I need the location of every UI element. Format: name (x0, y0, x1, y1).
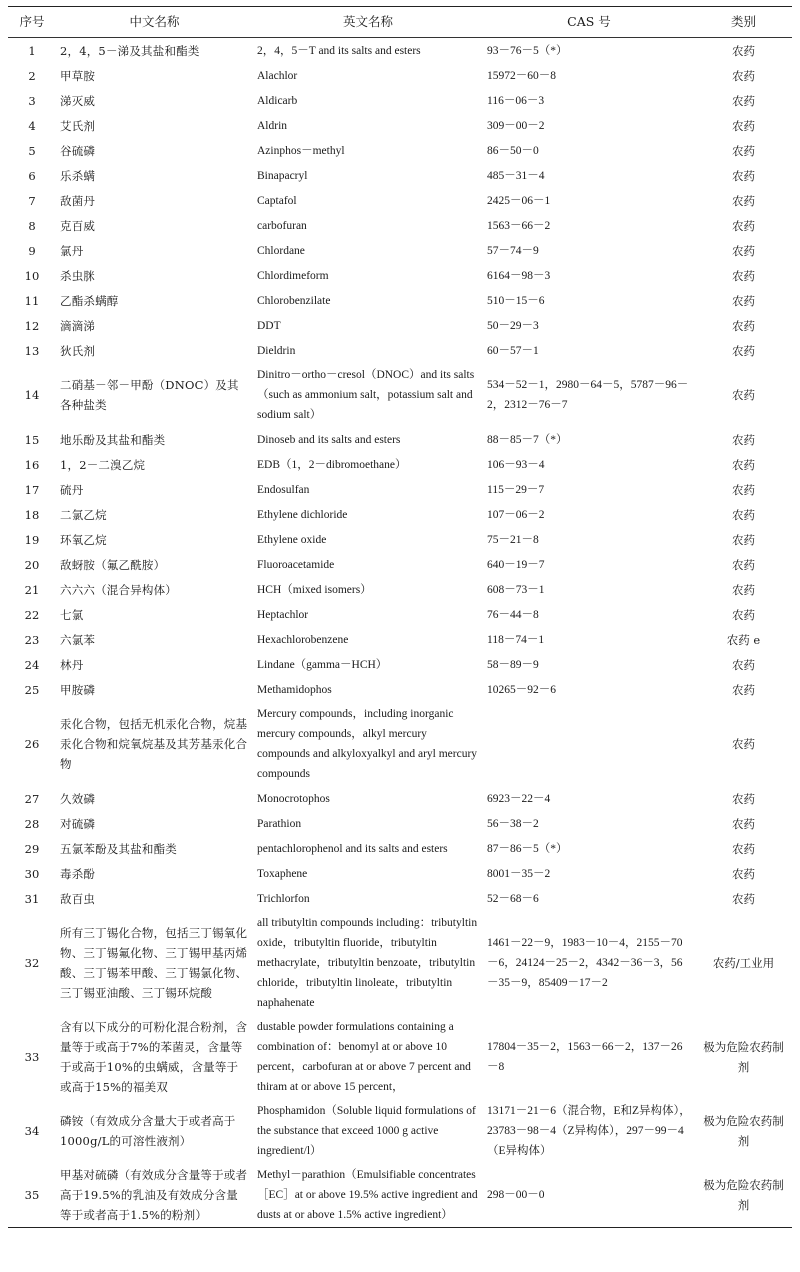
cas-number-cell: 118－74－1 (487, 633, 545, 646)
document-page (8, 6, 792, 1228)
chinese-name-cell: 六六六（混合异构体） (60, 582, 177, 597)
table-row (8, 836, 792, 861)
english-name-cell: Hexachlorobenzene (257, 633, 349, 646)
english-name-cell: all tributyltin compounds including：tributyltin oxide，tributyltin fluoride，tributyltin methacrylate，tributyltin benzoate，tributyltin chloride，tributyltin linoleate，tributyltin naphahenate (257, 917, 478, 1009)
english-name-cell: Azinphos－methyl (257, 144, 345, 157)
serial-number-cell: 18 (24, 507, 40, 522)
chinese-name-cell: 敌菌丹 (60, 193, 96, 208)
category-cell: 农药 (732, 243, 755, 258)
serial-number-cell: 25 (24, 682, 40, 697)
cas-number-cell: 87－86－5（*） (487, 842, 568, 855)
category-cell: 农药 (732, 582, 755, 597)
chinese-name-cell: 七氯 (60, 607, 84, 622)
cas-number-cell (483, 702, 695, 786)
chinese-name-cell: 地乐酚及其盐和酯类 (60, 432, 166, 447)
category-cell: 农药 (732, 532, 755, 547)
english-name-cell: Methyl－parathion（Emulsifiable concentrates［EC］at or above 19.5% active ingredient and dusts at or above 1.5% active ingredient） (253, 1163, 483, 1228)
cas-number-cell: 15972－60－8 (487, 69, 556, 82)
chinese-name-cell: 磷铵（有效成分含量大于或者高于1000g/L的可溶性液剂） (60, 1114, 236, 1148)
serial-number-cell: 10 (24, 268, 40, 283)
cas-number-cell: 50－29－3 (487, 319, 539, 332)
category-cell: 农药 (732, 388, 755, 402)
table-row (8, 288, 792, 313)
cas-number-cell: 88－85－7（*） (487, 433, 568, 446)
english-name-cell: Aldicarb (257, 94, 298, 107)
serial-number-cell: 8 (28, 218, 36, 233)
category-cell: 农药 (732, 432, 755, 447)
serial-number-cell: 35 (8, 1163, 56, 1228)
chinese-name-cell: 硫丹 (60, 482, 84, 497)
table-row (8, 363, 792, 427)
chinese-name-cell: 甲基对硫磷（有效成分含量等于或者高于19.5%的乳油及有效成分含量等于或者高于1.5%的粉剂） (56, 1163, 253, 1228)
serial-number-cell: 19 (24, 532, 40, 547)
chinese-name-cell: 2，4，5－涕及其盐和酯类 (60, 43, 200, 58)
table-row (8, 263, 792, 288)
category-cell: 农药 (732, 607, 755, 622)
category-cell: 农药 (732, 737, 755, 751)
category-cell: 农药 (732, 866, 755, 881)
table-row (8, 138, 792, 163)
cas-number-cell: 58－89－9 (487, 658, 539, 671)
english-name-cell: Binapacryl (257, 169, 308, 182)
cas-number-cell: 485－31－4 (487, 169, 545, 182)
category-cell: 农药 (732, 293, 755, 308)
chinese-name-cell: 涕灭威 (60, 93, 96, 108)
category-cell: 农药 (732, 143, 755, 158)
english-name-cell: Methamidophos (257, 683, 332, 696)
english-name-cell: Chlorobenzilate (257, 294, 331, 307)
table-row (8, 552, 792, 577)
category-cell: 农药 e (726, 632, 761, 647)
cas-number-cell: 640－19－7 (487, 558, 545, 571)
cas-number-cell: 309－00－2 (487, 119, 545, 132)
serial-number-cell: 13 (24, 343, 40, 358)
serial-number-cell: 4 (28, 118, 36, 133)
table-row (8, 213, 792, 238)
table-row (8, 188, 792, 213)
serial-number-cell: 7 (28, 193, 36, 208)
category-cell: 农药 (732, 816, 755, 831)
table-row (8, 88, 792, 113)
table-row (8, 627, 792, 652)
category-cell: 农药 (732, 507, 755, 522)
serial-number-cell: 17 (24, 482, 40, 497)
chinese-name-cell: 氯丹 (60, 243, 84, 258)
english-name-cell: Dieldrin (257, 344, 296, 357)
table-row (8, 702, 792, 786)
header-chinese-name: 中文名称 (56, 7, 253, 38)
english-name-cell: Mercury compounds，including inorganic mercury compounds，alkyl mercury compounds and alkyloxyalkyl and aryl mercury compounds (257, 708, 478, 780)
chinese-name-cell: 狄氏剂 (60, 343, 96, 358)
cas-number-cell: 10265－92－6 (487, 683, 556, 696)
table-row (8, 502, 792, 527)
english-name-cell: Fluoroacetamide (257, 558, 335, 571)
table-row (8, 527, 792, 552)
table-header (8, 7, 792, 38)
chemicals-table (8, 6, 792, 1228)
category-cell: 农药 (732, 891, 755, 906)
header-serial-number: 序号 (8, 7, 56, 38)
serial-number-cell: 23 (24, 632, 40, 647)
serial-number-cell: 2 (28, 68, 36, 83)
english-name-cell: pentachlorophenol and its salts and esters (257, 842, 448, 855)
english-name-cell: carbofuran (257, 219, 307, 232)
serial-number-cell: 31 (24, 891, 40, 906)
chinese-name-cell: 汞化合物，包括无机汞化合物，烷基汞化合物和烷氧烷基及其芳基汞化合物 (60, 717, 248, 771)
cas-number-cell: 608－73－1 (487, 583, 545, 596)
cas-number-cell: 106－93－4 (487, 458, 545, 471)
category-cell: 极为危险农药制剂 (703, 1040, 784, 1074)
chinese-name-cell: 甲胺磷 (60, 682, 96, 697)
serial-number-cell: 33 (24, 1050, 40, 1064)
chinese-name-cell: 艾氏剂 (60, 118, 96, 133)
table-row (8, 1099, 792, 1163)
header-row (8, 7, 792, 38)
english-name-cell: Endosulfan (257, 483, 310, 496)
table-row (8, 577, 792, 602)
header-category: 类别 (695, 7, 792, 38)
table-row (8, 452, 792, 477)
category-cell: 农药 (732, 457, 755, 472)
english-name-cell: Chlordane (257, 244, 305, 257)
cas-number-cell: 534－52－1，2980－64－5，5787－96－2，2312－76－7 (487, 379, 689, 411)
english-name-cell: Ethylene oxide (257, 533, 327, 546)
chinese-name-cell: 毒杀酚 (60, 866, 96, 881)
english-name-cell: dustable powder formulations containing a combination of：benomyl at or above 10 percent，carbofuran at or above 7 percent and thiram at or above 15 percent， (257, 1021, 471, 1093)
chinese-name-cell: 对硫磷 (60, 816, 96, 831)
chinese-name-cell: 六氯苯 (60, 632, 96, 647)
table-row (8, 786, 792, 811)
cas-number-cell: 52－68－6 (487, 892, 539, 905)
cas-number-cell: 86－50－0 (487, 144, 539, 157)
category-cell: 农药 (732, 43, 755, 58)
category-cell: 农药 (732, 343, 755, 358)
chinese-name-cell: 久效磷 (60, 791, 96, 806)
category-cell: 农药 (732, 218, 755, 233)
serial-number-cell: 28 (24, 816, 40, 831)
table-row (8, 602, 792, 627)
cas-number-cell: 93－76－5（*） (487, 44, 568, 57)
category-cell: 农药 (732, 682, 755, 697)
table-row (8, 338, 792, 363)
serial-number-cell: 15 (24, 432, 40, 447)
cas-number-cell: 298－00－0 (483, 1163, 695, 1228)
header-english-name: 英文名称 (253, 7, 483, 38)
english-name-cell: Parathion (257, 817, 302, 830)
cas-number-cell: 6923－22－4 (487, 792, 551, 805)
serial-number-cell: 22 (24, 607, 40, 622)
category-cell: 农药 (732, 657, 755, 672)
serial-number-cell: 20 (24, 557, 40, 572)
english-name-cell: Ethylene dichloride (257, 508, 348, 521)
serial-number-cell: 24 (24, 657, 40, 672)
serial-number-cell: 21 (24, 582, 40, 597)
category-cell: 农药 (732, 791, 755, 806)
cas-number-cell: 76－44－8 (487, 608, 539, 621)
table-row (8, 163, 792, 188)
category-cell: 农药 (732, 268, 755, 283)
table-row (8, 652, 792, 677)
category-cell: 农药 (732, 68, 755, 83)
category-cell: 农药 (732, 318, 755, 333)
english-name-cell: 2，4，5－T and its salts and esters (257, 44, 421, 57)
english-name-cell: Toxaphene (257, 867, 308, 880)
english-name-cell: HCH（mixed isomers） (257, 583, 372, 596)
serial-number-cell: 1 (28, 43, 36, 58)
serial-number-cell: 34 (24, 1124, 40, 1138)
chinese-name-cell: 甲草胺 (60, 68, 96, 83)
category-cell: 极为危险农药制剂 (703, 1114, 784, 1148)
chinese-name-cell: 林丹 (60, 657, 84, 672)
serial-number-cell: 3 (28, 93, 36, 108)
cas-number-cell: 8001－35－2 (487, 867, 551, 880)
serial-number-cell: 9 (28, 243, 36, 258)
chinese-name-cell: 五氯苯酚及其盐和酯类 (60, 841, 177, 856)
serial-number-cell: 26 (24, 737, 40, 751)
chinese-name-cell: 乙酯杀螨醇 (60, 293, 119, 308)
category-cell: 农药 (732, 168, 755, 183)
serial-number-cell: 5 (28, 143, 36, 158)
chinese-name-cell: 所有三丁锡化合物，包括三丁锡氧化物、三丁锡氟化物、三丁锡甲基丙烯酸、三丁锡苯甲酸、三丁锡氯化物、三丁锡亚油酸、三丁锡环烷酸 (60, 926, 248, 1000)
header-cas-number: CAS 号 (483, 7, 695, 38)
category-cell: 农药 (732, 482, 755, 497)
table-row (8, 113, 792, 138)
chinese-name-cell: 乐杀螨 (60, 168, 96, 183)
table-row (8, 477, 792, 502)
serial-number-cell: 30 (24, 866, 40, 881)
serial-number-cell: 32 (24, 956, 40, 970)
category-cell: 农药 (732, 93, 755, 108)
serial-number-cell: 11 (24, 293, 40, 308)
cas-number-cell: 56－38－2 (487, 817, 539, 830)
serial-number-cell: 6 (28, 168, 36, 183)
english-name-cell: Monocrotophos (257, 792, 330, 805)
table-row (8, 861, 792, 886)
chinese-name-cell: 滴滴涕 (60, 318, 96, 333)
english-name-cell: Heptachlor (257, 608, 309, 621)
cas-number-cell: 2425－06－1 (487, 194, 551, 207)
category-cell: 农药/工业用 (712, 956, 775, 970)
english-name-cell: Dinoseb and its salts and esters (257, 433, 401, 446)
english-name-cell: Chlordimeform (257, 269, 329, 282)
category-cell: 农药 (732, 841, 755, 856)
english-name-cell: Trichlorfon (257, 892, 310, 905)
serial-number-cell: 16 (24, 457, 40, 472)
chinese-name-cell: 二硝基－邻－甲酚（DNOC）及其各种盐类 (60, 378, 239, 412)
table-row (8, 313, 792, 338)
table-row (8, 1163, 792, 1228)
cas-number-cell: 1461－22－9，1983－10－4，2155－70－6，24124－25－2，4342－36－3，56－35－9，85409－17－2 (487, 937, 683, 989)
english-name-cell: Lindane（gamma－HCH） (257, 658, 388, 671)
serial-number-cell: 14 (24, 388, 40, 402)
table-row (8, 1015, 792, 1099)
cas-number-cell: 1563－66－2 (487, 219, 551, 232)
cas-number-cell: 57－74－9 (487, 244, 539, 257)
category-cell: 极为危险农药制剂 (695, 1163, 792, 1228)
cas-number-cell: 17804－35－2，1563－66－2，137－26－8 (487, 1041, 683, 1073)
chinese-name-cell: 谷硫磷 (60, 143, 96, 158)
table-row (8, 63, 792, 88)
english-name-cell: Phosphamidon（Soluble liquid formulations of the substance that exceed 1000 g active ingredient/l） (257, 1105, 476, 1157)
cas-number-cell: 510－15－6 (487, 294, 545, 307)
table-row (8, 811, 792, 836)
english-name-cell: EDB（1，2－dibromoethane） (257, 458, 407, 471)
chinese-name-cell: 敌蚜胺（氟乙酰胺） (60, 557, 166, 572)
english-name-cell: Aldrin (257, 119, 288, 132)
category-cell: 农药 (732, 118, 755, 133)
english-name-cell: Alachlor (257, 69, 298, 82)
serial-number-cell: 27 (24, 791, 40, 806)
chinese-name-cell: 克百威 (60, 218, 96, 233)
cas-number-cell: 13171－21－6（混合物，E和Z异构体），23783－98－4（Z异构体），297－99－4（E异构体） (487, 1105, 691, 1157)
cas-number-cell: 6164－98－3 (487, 269, 551, 282)
category-cell: 农药 (732, 193, 755, 208)
category-cell: 农药 (732, 557, 755, 572)
table-row (8, 886, 792, 911)
table-row (8, 238, 792, 263)
table-body (8, 38, 792, 1228)
table-row (8, 677, 792, 702)
chinese-name-cell: 敌百虫 (60, 891, 96, 906)
cas-number-cell: 60－57－1 (487, 344, 539, 357)
serial-number-cell: 12 (24, 318, 40, 333)
cas-number-cell: 116－06－3 (487, 94, 545, 107)
chinese-name-cell: 二氯乙烷 (60, 507, 107, 522)
cas-number-cell: 107－06－2 (487, 508, 545, 521)
table-row (8, 38, 792, 64)
table-row (8, 427, 792, 452)
table-row (8, 911, 792, 1015)
chinese-name-cell: 环氧乙烷 (60, 532, 107, 547)
serial-number-cell: 29 (24, 841, 40, 856)
chinese-name-cell: 含有以下成分的可粉化混合粉剂，含量等于或高于7%的苯菌灵，含量等于或高于10%的虫螨威，含量等于或高于15%的福美双 (60, 1020, 248, 1094)
cas-number-cell: 75－21－8 (487, 533, 539, 546)
chinese-name-cell: 1，2－二溴乙烷 (60, 457, 146, 472)
english-name-cell: DDT (257, 319, 281, 332)
english-name-cell: Captafol (257, 194, 297, 207)
english-name-cell: Dinitro－ortho－cresol（DNOC）and its salts（such as ammonium salt，potassium salt and sodium salt） (257, 369, 475, 421)
chinese-name-cell: 杀虫脒 (60, 268, 96, 283)
cas-number-cell: 115－29－7 (487, 483, 545, 496)
